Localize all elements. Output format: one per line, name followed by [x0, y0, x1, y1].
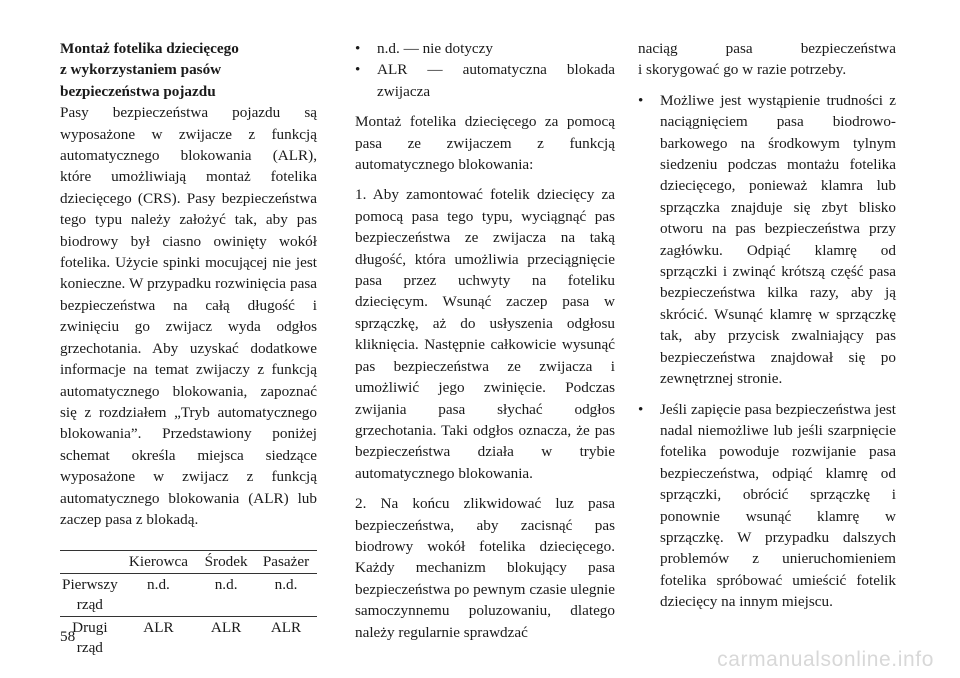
step-1: 1. Aby zamontować fotelik dziecięcy za pomocą pasa tego typu, wyciągnąć pas bezpieczeństwa ze zwijacza na taką długość, która umożliwia przeciągnięcie pasa przez uchwyty na foteliku dziecięcym. Wsunąć zaczep pasa w sprzączkę, aż do usłyszenia odgłosu kliknięcia. Następnie całkowicie wysunąć pas bezpieczeństwa ze zwijacza i umożliwić jego zwinięcie. Podczas zwijania pasa słychać odgłos grzechotania. Taki odgłos oznacza, że pas bezpieczeństwa działa w trybie automatycznego blokowania. — [355, 186, 615, 482]
step-2-continued — [638, 38, 896, 59]
heading-line-3: bezpieczeństwa pojazdu — [60, 82, 216, 100]
heading-line-2: z wykorzystaniem pasów — [60, 61, 222, 79]
tip-text: Jeśli zapięcie pasa bezpieczeństwa jest nadal niemożliwe lub jeśli szarpnięcie fotelika powoduje rozwijanie pasa bezpieczeństwa, odpiąć klamrę od sprzączki, obrócić sprzączkę i ponownie wsunąć klamrę w sprzączkę. W przypadku dalszych problemów z unieruchomieniem fotelika spróbować umieścić fotelik dziecięcy na innym miejscu. — [660, 400, 896, 611]
heading-line-1: Montaż fotelika dziecięcego — [60, 40, 239, 57]
page-number: 58 — [60, 628, 76, 645]
tip-text: Możliwe jest wystąpienie trudności z naciągnięciem pasa biodrowo-barkowego na środkowym tylnym siedzeniu podczas montażu fotelika dziecięcego, ponieważ klamra lub sprzączka znajduje się zbyt blisko otworu na pas bezpieczeństwa przy zagłówku. Odpiąć klamrę od sprzączki i zwinąć krótszą część pasa bezpieczeństwa kilka razy, aby ją skrócić. Wsunąć klamrę w sprzączkę tak, aby przycisk zwalniający pas bezpieczeństwa znajdował się po zewnętrznej stronie. — [660, 91, 896, 388]
table-cell: ALR — [255, 617, 317, 660]
step-2-continued-end: i skorygować go w razie potrzeby. — [638, 61, 847, 79]
bullet-icon: • — [638, 91, 644, 109]
seating-table — [60, 550, 317, 659]
table-cell: ALR — [120, 617, 198, 660]
step-2-continued-line: naciąg pasa bezpieczeństwa — [638, 40, 896, 57]
table-header-cell — [60, 551, 120, 574]
table-cell: n.d. — [197, 574, 255, 617]
watermark: carmanualsonline.info — [717, 648, 934, 671]
bullet-icon: • — [355, 40, 361, 57]
bullet-icon: • — [638, 400, 644, 418]
step-2: 2. Na końcu zlikwidować luz pasa bezpieczeństwa, aby zacisnąć pas biodrowy wokół fotelika dziecięcego. Każdy mechanizm blokujący pasa bezpieczeństwa po pewnym czasie ulegnie samoczynnemu poluzowaniu, dlatego należy regularnie sprawdzać — [355, 495, 615, 641]
tip-item — [638, 90, 896, 390]
column-right — [638, 38, 896, 613]
table-row-label: Drugi rząd — [60, 617, 120, 660]
steps-lead: Montaż fotelika dziecięcego za pomocą pasa ze zwijaczem z funkcją automatycznego blokowania: — [355, 113, 615, 174]
intro-paragraph: Pasy bezpieczeństwa pojazdu są wyposażone w zwijacze z funkcją automatycznego blokowania (ALR), które umożliwiają montaż fotelika dziecięcego (CRS). Pasy bezpieczeństwa tego typu należy założyć tak, aby pas biodrowy był ciasno owinięty wokół fotelika. Użycie spinki mocującej nie jest konieczne. W przypadku rozwinięcia pasa bezpieczeństwa na całą długość i zwinięciu go zwijacz wyda odgłos grzechotania. Aby uzyskać dodatkowe informacje na temat zwijaczy z funkcją automatycznego blokowania, zapoznać się z rozdziałem „Tryb automatycznego blokowania”. Przedstawiony poniżej schemat określa miejsca siedzące wyposażone w zwijacz z funkcją automatycznego blokowania (ALR) lub zaczep pasa z blokadą. — [60, 104, 317, 528]
bullet-icon: • — [355, 61, 361, 79]
legend-item — [355, 59, 615, 102]
table-row — [60, 617, 317, 660]
legend-item — [355, 38, 615, 59]
legend-text: n.d. — nie dotyczy — [377, 40, 493, 57]
column-left — [60, 38, 317, 659]
tip-item — [638, 399, 896, 613]
table-header-cell: Kierowca — [120, 551, 198, 574]
table-header-cell: Pasażer — [255, 551, 317, 574]
table-cell: n.d. — [255, 574, 317, 617]
table-row — [60, 574, 317, 617]
section-heading — [60, 38, 317, 102]
legend-text: ALR — automatyczna blokada zwijacza — [377, 61, 615, 100]
table-row-label: Pierwszy rząd — [60, 574, 120, 617]
table-header-cell: Środek — [197, 551, 255, 574]
table-cell: n.d. — [120, 574, 198, 617]
table-cell: ALR — [197, 617, 255, 660]
table-header-row — [60, 551, 317, 574]
column-middle — [355, 38, 615, 643]
